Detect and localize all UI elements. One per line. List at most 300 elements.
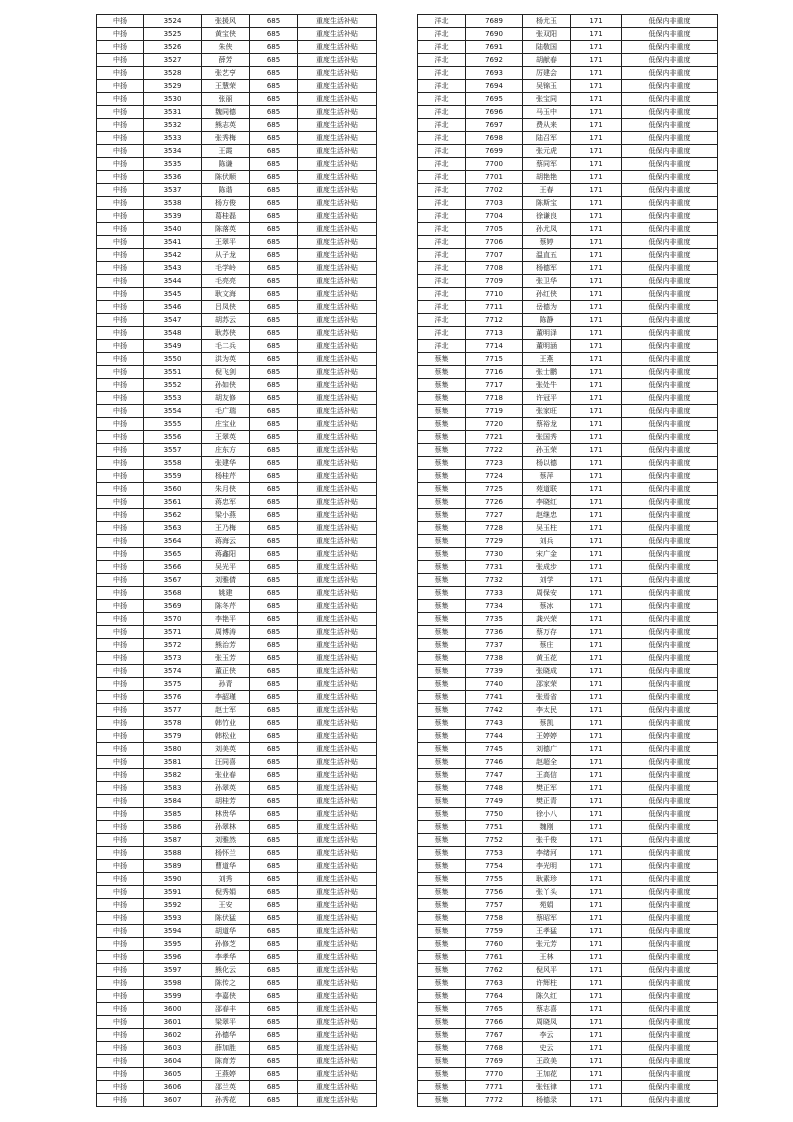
table-row (97, 522, 377, 535)
serial-number-cell: 7696 (466, 106, 523, 119)
category-cell: 重度生活补贴 (298, 847, 377, 860)
category-cell: 重度生活补贴 (298, 509, 377, 522)
name-cell: 张双阳 (523, 28, 571, 41)
name-cell: 黄宝侠 (202, 28, 250, 41)
table-row (418, 808, 718, 821)
name-cell: 陈久红 (523, 990, 571, 1003)
town-cell: 中扬 (97, 171, 144, 184)
category-cell: 重度生活补贴 (298, 223, 377, 236)
table-row (418, 977, 718, 990)
category-cell: 重度生活补贴 (298, 860, 377, 873)
table-row (97, 886, 377, 899)
serial-number-cell: 3550 (144, 353, 202, 366)
table-row (418, 496, 718, 509)
serial-number-cell: 7708 (466, 262, 523, 275)
name-cell: 朱月侠 (202, 483, 250, 496)
table-row (418, 431, 718, 444)
serial-number-cell: 7705 (466, 223, 523, 236)
town-cell: 蔡集 (418, 652, 466, 665)
name-cell: 黄玉花 (523, 652, 571, 665)
name-cell: 姚建 (202, 587, 250, 600)
name-cell: 蒋海云 (202, 535, 250, 548)
serial-number-cell: 3599 (144, 990, 202, 1003)
town-cell: 中扬 (97, 197, 144, 210)
name-cell: 温直五 (523, 249, 571, 262)
serial-number-cell: 7768 (466, 1042, 523, 1055)
amount-cell: 685 (250, 795, 298, 808)
amount-cell: 171 (571, 743, 622, 756)
serial-number-cell: 3562 (144, 509, 202, 522)
town-cell: 中扬 (97, 860, 144, 873)
serial-number-cell: 3546 (144, 301, 202, 314)
amount-cell: 171 (571, 938, 622, 951)
table-row (418, 379, 718, 392)
amount-cell: 685 (250, 145, 298, 158)
serial-number-cell: 3578 (144, 717, 202, 730)
town-cell: 洋北 (418, 171, 466, 184)
amount-cell: 685 (250, 522, 298, 535)
serial-number-cell: 7719 (466, 405, 523, 418)
town-cell: 蔡集 (418, 717, 466, 730)
serial-number-cell: 7726 (466, 496, 523, 509)
amount-cell: 171 (571, 834, 622, 847)
serial-number-cell: 7694 (466, 80, 523, 93)
category-cell: 重度生活补贴 (298, 54, 377, 67)
name-cell: 蔡万存 (523, 626, 571, 639)
name-cell: 刘雅倩 (202, 574, 250, 587)
name-cell: 王婷婷 (523, 730, 571, 743)
amount-cell: 171 (571, 418, 622, 431)
name-cell: 刘学 (523, 574, 571, 587)
table-row (418, 626, 718, 639)
table-row (97, 691, 377, 704)
category-cell: 重度生活补贴 (298, 288, 377, 301)
serial-number-cell: 7747 (466, 769, 523, 782)
category-cell: 低保内非重度 (622, 704, 718, 717)
serial-number-cell: 3581 (144, 756, 202, 769)
category-cell: 低保内非重度 (622, 236, 718, 249)
table-row (97, 639, 377, 652)
amount-cell: 685 (250, 431, 298, 444)
amount-cell: 685 (250, 639, 298, 652)
town-cell: 中扬 (97, 236, 144, 249)
category-cell: 重度生活补贴 (298, 808, 377, 821)
category-cell: 重度生活补贴 (298, 80, 377, 93)
amount-cell: 685 (250, 301, 298, 314)
amount-cell: 171 (571, 1094, 622, 1107)
name-cell: 王春 (523, 184, 571, 197)
town-cell: 蔡集 (418, 457, 466, 470)
table-row (418, 652, 718, 665)
amount-cell: 171 (571, 808, 622, 821)
table-row (418, 418, 718, 431)
town-cell: 中扬 (97, 106, 144, 119)
town-cell: 蔡集 (418, 756, 466, 769)
serial-number-cell: 3535 (144, 158, 202, 171)
amount-cell: 685 (250, 67, 298, 80)
amount-cell: 685 (250, 28, 298, 41)
name-cell: 岳德为 (523, 301, 571, 314)
town-cell: 蔡集 (418, 405, 466, 418)
town-cell: 中扬 (97, 509, 144, 522)
serial-number-cell: 3606 (144, 1081, 202, 1094)
amount-cell: 171 (571, 951, 622, 964)
amount-cell: 685 (250, 626, 298, 639)
town-cell: 蔡集 (418, 600, 466, 613)
table-row (418, 353, 718, 366)
town-cell: 中扬 (97, 405, 144, 418)
serial-number-cell: 3590 (144, 873, 202, 886)
amount-cell: 685 (250, 119, 298, 132)
amount-cell: 685 (250, 730, 298, 743)
serial-number-cell: 7691 (466, 41, 523, 54)
amount-cell: 171 (571, 535, 622, 548)
serial-number-cell: 7720 (466, 418, 523, 431)
town-cell: 中扬 (97, 301, 144, 314)
category-cell: 重度生活补贴 (298, 678, 377, 691)
serial-number-cell: 3605 (144, 1068, 202, 1081)
table-row (418, 548, 718, 561)
serial-number-cell: 7730 (466, 548, 523, 561)
category-cell: 低保内非重度 (622, 535, 718, 548)
name-cell: 张丫头 (523, 886, 571, 899)
town-cell: 中扬 (97, 1029, 144, 1042)
serial-number-cell: 7704 (466, 210, 523, 223)
table-row (418, 470, 718, 483)
table-row (97, 158, 377, 171)
name-cell: 陈斯宝 (523, 197, 571, 210)
amount-cell: 171 (571, 457, 622, 470)
serial-number-cell: 3563 (144, 522, 202, 535)
name-cell: 孙红侠 (523, 288, 571, 301)
amount-cell: 171 (571, 405, 622, 418)
name-cell: 李韶瑾 (202, 691, 250, 704)
name-cell: 张玉芳 (202, 652, 250, 665)
serial-number-cell: 7718 (466, 392, 523, 405)
table-row (418, 119, 718, 132)
serial-number-cell: 7723 (466, 457, 523, 470)
name-cell: 厉建会 (523, 67, 571, 80)
serial-number-cell: 7725 (466, 483, 523, 496)
category-cell: 重度生活补贴 (298, 704, 377, 717)
town-cell: 中扬 (97, 1016, 144, 1029)
town-cell: 洋北 (418, 93, 466, 106)
table-row (97, 509, 377, 522)
amount-cell: 685 (250, 418, 298, 431)
town-cell: 蔡集 (418, 964, 466, 977)
table-row (418, 80, 718, 93)
amount-cell: 171 (571, 496, 622, 509)
name-cell: 徐谦良 (523, 210, 571, 223)
category-cell: 低保内非重度 (622, 665, 718, 678)
amount-cell: 685 (250, 561, 298, 574)
category-cell: 低保内非重度 (622, 730, 718, 743)
name-cell: 许辉柱 (523, 977, 571, 990)
serial-number-cell: 3565 (144, 548, 202, 561)
serial-number-cell: 3571 (144, 626, 202, 639)
category-cell: 低保内非重度 (622, 314, 718, 327)
serial-number-cell: 3555 (144, 418, 202, 431)
table-row (418, 327, 718, 340)
table-row (418, 665, 718, 678)
amount-cell: 685 (250, 912, 298, 925)
subsidy-table-right (417, 14, 718, 1107)
amount-cell: 685 (250, 808, 298, 821)
name-cell: 李嘉侠 (202, 990, 250, 1003)
amount-cell: 171 (571, 80, 622, 93)
category-cell: 重度生活补贴 (298, 392, 377, 405)
amount-cell: 171 (571, 847, 622, 860)
category-cell: 低保内非重度 (622, 132, 718, 145)
name-cell: 曹道华 (202, 860, 250, 873)
category-cell: 低保内非重度 (622, 964, 718, 977)
amount-cell: 685 (250, 847, 298, 860)
table-row (97, 470, 377, 483)
name-cell: 蔡庄 (523, 639, 571, 652)
name-cell: 李太民 (523, 704, 571, 717)
category-cell: 重度生活补贴 (298, 301, 377, 314)
serial-number-cell: 7729 (466, 535, 523, 548)
name-cell: 熊治芳 (202, 639, 250, 652)
town-cell: 中扬 (97, 1081, 144, 1094)
table-row (418, 691, 718, 704)
amount-cell: 685 (250, 223, 298, 236)
serial-number-cell: 3580 (144, 743, 202, 756)
serial-number-cell: 7692 (466, 54, 523, 67)
category-cell: 重度生活补贴 (298, 496, 377, 509)
amount-cell: 685 (250, 314, 298, 327)
town-cell: 中扬 (97, 249, 144, 262)
town-cell: 蔡集 (418, 847, 466, 860)
serial-number-cell: 7707 (466, 249, 523, 262)
table-row (97, 1055, 377, 1068)
category-cell: 重度生活补贴 (298, 600, 377, 613)
category-cell: 低保内非重度 (622, 210, 718, 223)
category-cell: 低保内非重度 (622, 1016, 718, 1029)
town-cell: 洋北 (418, 145, 466, 158)
serial-number-cell: 7716 (466, 366, 523, 379)
table-row (418, 912, 718, 925)
town-cell: 中扬 (97, 951, 144, 964)
table-row (97, 1068, 377, 1081)
category-cell: 低保内非重度 (622, 15, 718, 28)
amount-cell: 685 (250, 899, 298, 912)
name-cell: 蔡冰 (523, 600, 571, 613)
table-row (97, 340, 377, 353)
town-cell: 中扬 (97, 314, 144, 327)
name-cell: 张士鹏 (523, 366, 571, 379)
table-row (97, 288, 377, 301)
amount-cell: 685 (250, 938, 298, 951)
serial-number-cell: 3534 (144, 145, 202, 158)
name-cell: 吕凤侠 (202, 301, 250, 314)
town-cell: 蔡集 (418, 795, 466, 808)
name-cell: 刘秀 (202, 873, 250, 886)
amount-cell: 171 (571, 132, 622, 145)
name-cell: 胡友修 (202, 392, 250, 405)
category-cell: 重度生活补贴 (298, 626, 377, 639)
town-cell: 中扬 (97, 678, 144, 691)
table-row (418, 860, 718, 873)
table-row (418, 288, 718, 301)
category-cell: 重度生活补贴 (298, 379, 377, 392)
amount-cell: 685 (250, 691, 298, 704)
serial-number-cell: 7727 (466, 509, 523, 522)
name-cell: 史云 (523, 1042, 571, 1055)
town-cell: 中扬 (97, 1068, 144, 1081)
amount-cell: 171 (571, 314, 622, 327)
table-row (418, 301, 718, 314)
name-cell: 洪为英 (202, 353, 250, 366)
category-cell: 低保内非重度 (622, 496, 718, 509)
amount-cell: 171 (571, 912, 622, 925)
category-cell: 低保内非重度 (622, 847, 718, 860)
town-cell: 中扬 (97, 873, 144, 886)
amount-cell: 171 (571, 522, 622, 535)
serial-number-cell: 7739 (466, 665, 523, 678)
name-cell: 庄宝业 (202, 418, 250, 431)
town-cell: 蔡集 (418, 392, 466, 405)
serial-number-cell: 7758 (466, 912, 523, 925)
name-cell: 蔡凯 (523, 717, 571, 730)
amount-cell: 171 (571, 821, 622, 834)
table-row (97, 418, 377, 431)
serial-number-cell: 7760 (466, 938, 523, 951)
category-cell: 重度生活补贴 (298, 119, 377, 132)
category-cell: 重度生活补贴 (298, 548, 377, 561)
name-cell: 耿文海 (202, 288, 250, 301)
name-cell: 张晓成 (523, 665, 571, 678)
table-row (97, 119, 377, 132)
town-cell: 中扬 (97, 158, 144, 171)
amount-cell: 171 (571, 925, 622, 938)
name-cell: 陈谦 (202, 158, 250, 171)
category-cell: 重度生活补贴 (298, 834, 377, 847)
amount-cell: 685 (250, 41, 298, 54)
table-row (418, 522, 718, 535)
serial-number-cell: 3574 (144, 665, 202, 678)
table-row (97, 743, 377, 756)
table-row (97, 379, 377, 392)
serial-number-cell: 3530 (144, 93, 202, 106)
name-cell: 孙翠林 (202, 821, 250, 834)
category-cell: 低保内非重度 (622, 652, 718, 665)
category-cell: 低保内非重度 (622, 925, 718, 938)
name-cell: 樊正军 (523, 782, 571, 795)
category-cell: 重度生活补贴 (298, 366, 377, 379)
serial-number-cell: 3533 (144, 132, 202, 145)
name-cell: 胡桂芳 (202, 795, 250, 808)
name-cell: 樊正青 (523, 795, 571, 808)
category-cell: 低保内非重度 (622, 184, 718, 197)
category-cell: 重度生活补贴 (298, 340, 377, 353)
serial-number-cell: 7693 (466, 67, 523, 80)
serial-number-cell: 7757 (466, 899, 523, 912)
amount-cell: 685 (250, 392, 298, 405)
table-row (97, 561, 377, 574)
name-cell: 周博涛 (202, 626, 250, 639)
category-cell: 低保内非重度 (622, 119, 718, 132)
table-row (418, 509, 718, 522)
table-row (418, 249, 718, 262)
table-row (418, 769, 718, 782)
table-row (418, 587, 718, 600)
amount-cell: 171 (571, 210, 622, 223)
serial-number-cell: 7717 (466, 379, 523, 392)
town-cell: 蔡集 (418, 899, 466, 912)
name-cell: 陈伏猛 (202, 912, 250, 925)
name-cell: 蒋忠军 (202, 496, 250, 509)
serial-number-cell: 7772 (466, 1094, 523, 1107)
serial-number-cell: 7770 (466, 1068, 523, 1081)
town-cell: 中扬 (97, 717, 144, 730)
category-cell: 重度生活补贴 (298, 418, 377, 431)
town-cell: 中扬 (97, 821, 144, 834)
table-row (97, 977, 377, 990)
town-cell: 中扬 (97, 769, 144, 782)
name-cell: 马玉中 (523, 106, 571, 119)
table-row (97, 847, 377, 860)
amount-cell: 685 (250, 54, 298, 67)
category-cell: 低保内非重度 (622, 561, 718, 574)
table-row (418, 158, 718, 171)
town-cell: 中扬 (97, 431, 144, 444)
name-cell: 刘美英 (202, 743, 250, 756)
town-cell: 中扬 (97, 132, 144, 145)
serial-number-cell: 3595 (144, 938, 202, 951)
town-cell: 中扬 (97, 1042, 144, 1055)
amount-cell: 685 (250, 197, 298, 210)
table-row (97, 548, 377, 561)
serial-number-cell: 7749 (466, 795, 523, 808)
serial-number-cell: 7737 (466, 639, 523, 652)
table-row (97, 1042, 377, 1055)
amount-cell: 171 (571, 1016, 622, 1029)
category-cell: 低保内非重度 (622, 431, 718, 444)
serial-number-cell: 7703 (466, 197, 523, 210)
table-row (97, 80, 377, 93)
name-cell: 韩松业 (202, 730, 250, 743)
category-cell: 低保内非重度 (622, 54, 718, 67)
table-row (418, 171, 718, 184)
town-cell: 中扬 (97, 964, 144, 977)
town-cell: 蔡集 (418, 678, 466, 691)
table-row (97, 353, 377, 366)
amount-cell: 171 (571, 119, 622, 132)
serial-number-cell: 7732 (466, 574, 523, 587)
name-cell: 毛学岭 (202, 262, 250, 275)
category-cell: 低保内非重度 (622, 522, 718, 535)
amount-cell: 171 (571, 1055, 622, 1068)
town-cell: 蔡集 (418, 1003, 466, 1016)
town-cell: 蔡集 (418, 470, 466, 483)
town-cell: 蔡集 (418, 418, 466, 431)
town-cell: 蔡集 (418, 522, 466, 535)
amount-cell: 171 (571, 262, 622, 275)
serial-number-cell: 7736 (466, 626, 523, 639)
serial-number-cell: 3575 (144, 678, 202, 691)
amount-cell: 171 (571, 873, 622, 886)
serial-number-cell: 3583 (144, 782, 202, 795)
town-cell: 中扬 (97, 470, 144, 483)
amount-cell: 685 (250, 678, 298, 691)
name-cell: 周保安 (523, 587, 571, 600)
town-cell: 蔡集 (418, 639, 466, 652)
category-cell: 低保内非重度 (622, 678, 718, 691)
category-cell: 低保内非重度 (622, 1068, 718, 1081)
town-cell: 中扬 (97, 730, 144, 743)
serial-number-cell: 3541 (144, 236, 202, 249)
